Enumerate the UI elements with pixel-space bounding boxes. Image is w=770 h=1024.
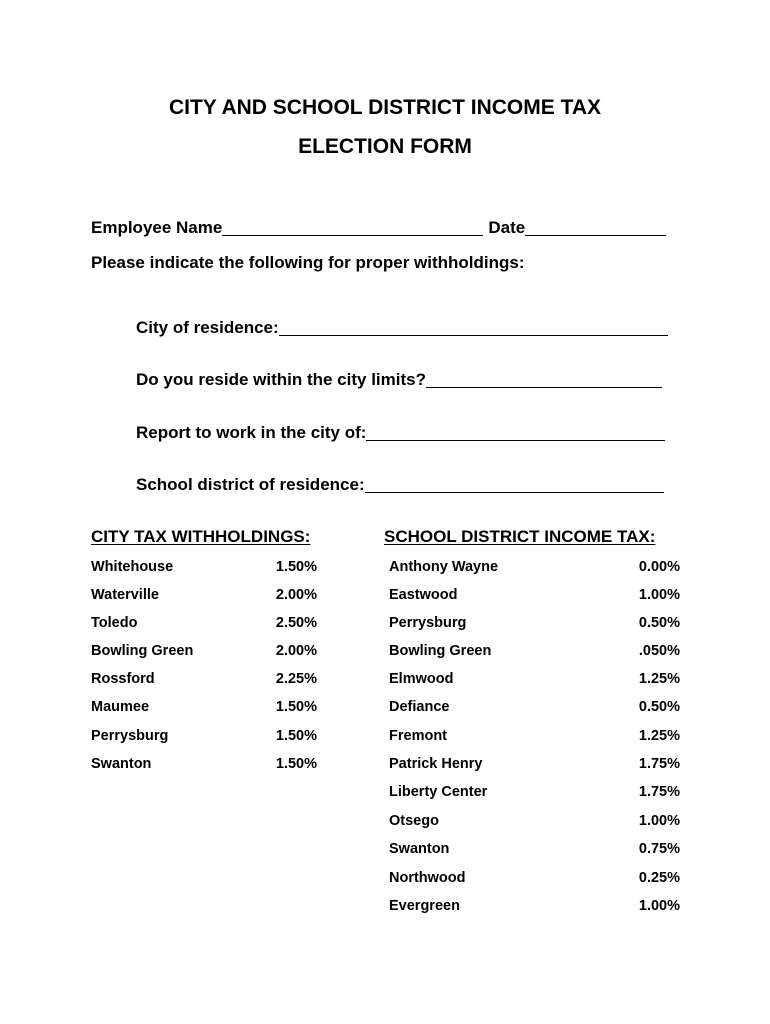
city-tax-row: [91, 557, 317, 577]
city-name: Waterville: [91, 587, 159, 603]
city-name: Swanton: [91, 756, 152, 772]
city-tax-row: [91, 613, 317, 633]
instruction-text: Please indicate the following for proper withholdings:: [91, 253, 525, 272]
school-name: Eastwood: [389, 587, 458, 603]
city-rate: 1.50%: [275, 728, 317, 744]
city-rate: 2.00%: [275, 587, 317, 603]
city-tax-row: [91, 585, 317, 605]
school-rate: 1.75%: [638, 784, 680, 800]
school-name: Fremont: [389, 728, 447, 744]
city-name: Perrysburg: [91, 728, 169, 744]
city-rate: 1.50%: [275, 699, 317, 715]
employee-name-blank[interactable]: [222, 219, 483, 236]
school-tax-row: [389, 811, 680, 831]
city-rate: 2.25%: [275, 671, 317, 687]
school-rate: 1.25%: [638, 728, 680, 744]
school-rate: 1.75%: [638, 756, 680, 772]
school-tax-row: [389, 557, 680, 577]
city-rate: 2.50%: [275, 615, 317, 631]
city-rate: 1.50%: [275, 559, 317, 575]
city-tax-row: [91, 726, 317, 746]
school-rate: 0.00%: [638, 559, 680, 575]
school-name: Bowling Green: [389, 643, 492, 659]
reside-within-limits-blank[interactable]: [426, 371, 662, 388]
school-name: Northwood: [389, 870, 466, 886]
school-rate: 0.75%: [638, 841, 680, 857]
city-name: Whitehouse: [91, 559, 174, 575]
school-tax-row: [389, 868, 680, 888]
school-name: Elmwood: [389, 671, 454, 687]
school-tax-row: [389, 896, 680, 916]
city-tax-row: [91, 669, 317, 689]
city-name: Rossford: [91, 671, 155, 687]
school-tax-row: [389, 585, 680, 605]
employee-name-row: [91, 217, 666, 239]
school-name: Swanton: [389, 841, 450, 857]
school-rate: 0.50%: [638, 615, 680, 631]
date-label: Date: [488, 218, 526, 237]
city-rate: 1.50%: [275, 756, 317, 772]
school-tax-row: [389, 839, 680, 859]
school-name: Liberty Center: [389, 784, 488, 800]
city-of-residence-label: City of residence:: [136, 318, 279, 337]
city-tax-row: [91, 754, 317, 774]
school-tax-row: [389, 782, 680, 802]
report-to-work-blank[interactable]: [366, 424, 665, 441]
date-blank[interactable]: [525, 219, 666, 236]
school-rate: 1.00%: [638, 813, 680, 829]
school-name: Evergreen: [389, 898, 460, 914]
school-tax-row: [389, 641, 680, 661]
school-rate: 1.00%: [638, 587, 680, 603]
school-rate: .050%: [638, 643, 680, 659]
school-name: Otsego: [389, 813, 439, 829]
report-to-work-row: [136, 422, 665, 444]
employee-name-label: Employee Name: [91, 218, 223, 237]
reside-within-limits-label: Do you reside within the city limits?: [136, 370, 426, 389]
form-title-line-1: CITY AND SCHOOL DISTRICT INCOME TAX: [168, 96, 602, 119]
school-name: Anthony Wayne: [389, 559, 499, 575]
reside-within-limits-row: [136, 369, 662, 391]
city-of-residence-row: [136, 317, 668, 339]
city-of-residence-blank[interactable]: [279, 319, 668, 336]
school-tax-heading: SCHOOL DISTRICT INCOME TAX:: [384, 527, 656, 546]
school-name: Perrysburg: [389, 615, 467, 631]
school-district-blank[interactable]: [365, 476, 664, 493]
school-district-row: [136, 474, 664, 496]
school-tax-row: [389, 669, 680, 689]
school-tax-row: [389, 697, 680, 717]
city-tax-row: [91, 641, 317, 661]
school-name: Patrick Henry: [389, 756, 483, 772]
school-rate: 0.25%: [638, 870, 680, 886]
city-tax-heading: CITY TAX WITHHOLDINGS:: [91, 527, 311, 546]
city-name: Toledo: [91, 615, 138, 631]
school-tax-row: [389, 726, 680, 746]
school-tax-row: [389, 613, 680, 633]
city-name: Maumee: [91, 699, 150, 715]
school-rate: 1.00%: [638, 898, 680, 914]
form-title-line-2: ELECTION FORM: [298, 135, 472, 158]
city-name: Bowling Green: [91, 643, 194, 659]
school-tax-row: [389, 754, 680, 774]
city-tax-row: [91, 697, 317, 717]
city-rate: 2.00%: [275, 643, 317, 659]
school-name: Defiance: [389, 699, 450, 715]
school-rate: 1.25%: [638, 671, 680, 687]
report-to-work-label: Report to work in the city of:: [136, 423, 367, 442]
school-district-label: School district of residence:: [136, 475, 365, 494]
school-rate: 0.50%: [638, 699, 680, 715]
